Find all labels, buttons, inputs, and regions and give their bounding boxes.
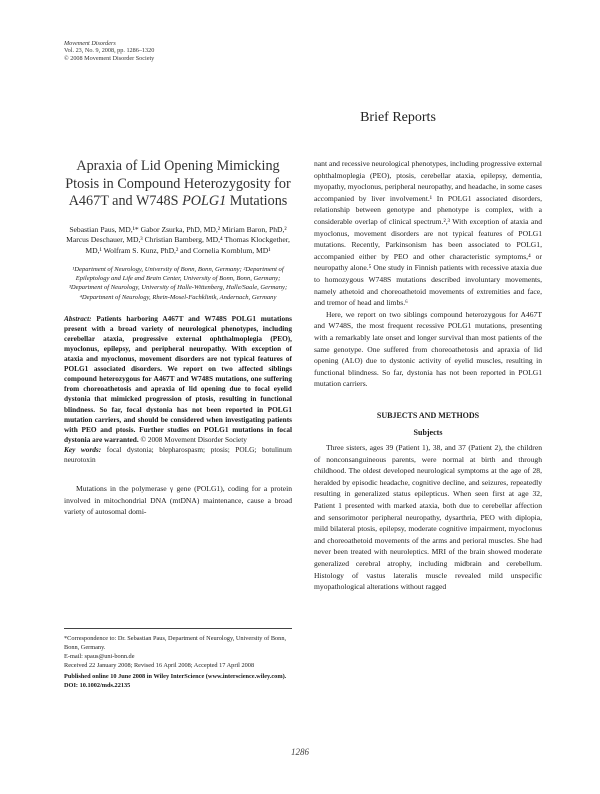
section-heading <box>0 110 600 126</box>
footnote-rule <box>64 628 292 629</box>
right-column <box>314 158 542 593</box>
journal-volume: Vol. 23, No. 9, 2008, pp. 1286–1320 <box>64 47 155 55</box>
keywords-text: focal dystonia; blepharospasm; ptosis; POLG; botulinum neurotoxin <box>64 444 292 465</box>
footnotes <box>64 628 292 690</box>
methods-heading: SUBJECTS AND METHODS <box>376 410 480 420</box>
journal-header <box>64 40 154 62</box>
article-title <box>64 158 292 211</box>
title-part1: Apraxia of Lid Opening Mimicking Ptosis in Compound Heterozygosity for A467T and W748S <box>65 158 291 209</box>
left-column <box>64 158 292 518</box>
journal-copyright: © 2008 Movement Disorder Society <box>64 54 155 62</box>
correspondence-note: *Correspondence to: Dr. Sebastian Paus, Department of Neurology, University of Bonn, Bonn, Germany. <box>64 635 287 651</box>
section-heading-text: Brief Reports <box>360 110 436 125</box>
published-note: Published online 10 June 2008 in Wiley InterScience (www.interscience.wiley.com). DOI: 10.1002/mds.22135 <box>64 672 287 689</box>
keywords-label: Key words: <box>64 444 102 454</box>
abstract <box>64 314 292 445</box>
author-list: Sebastian Paus, MD,¹* Gabor Zsurka, PhD, MD,² Miriam Baron, PhD,² Marcus Deschauer, MD,³ Christian Bamberg, MD,⁴ Thomas Klockgether, MD,¹ Wolfram S. Kunz, PhD,² and Cornelia Kornblum, MD¹ <box>66 224 290 256</box>
abstract-label: Abstract: <box>64 313 92 323</box>
intro-paragraph: Mutations in the polymerase γ gene (POLG1), coding for a protein involved in mitochondrial DNA (mtDNA) maintenance, cause a broad variety of autosomal domi- <box>64 484 292 517</box>
keywords <box>64 445 292 465</box>
abstract-text: Patients harboring A467T and W748S POLG1 mutations present with a broad variety of neurological phenotypes, including cerebellar ataxia, progressive external ophthalmoplegia (PEO), myoclonus, epilepsy, and peripheral neuropathy. With exception of ataxia and myoclonus, movement disorders are not typical features of POLG1 associated disorders. We report on two affected siblings compound heterozygous for A467T and W748S mutations, one suffering from choreoathetosis and apraxia of lid opening due to focal eyelid dystonia that mimicked progression of ptosis, resulting in functional blindness. So far, focal dystonia has not been reported in POLG1 mutation carriers, and should be considered when investigating patients with PEO and ptosis. Further studies on POLG1 mutations in focal dystonia are warranted. <box>64 313 292 444</box>
right-paragraph-1: nant and recessive neurological phenotypes, including progressive external ophthalmoplegia (PEO), ptosis, cerebellar ataxia, epilepsy, dementia, myopathy, myoclonus, peripheral neuropathy, and headache, in some cases accompanied by liver involvement.¹ In POLG1 associated disorders, relationship between genotype and phenotype is complex, with a considerable overlap of clinical spectrum.²,³ With exception of ataxia and myoclonus, movement disorders are not typical features of POLG1 mutations. Recently, Parkinsonism has been associated to POLG1, accompanied either by PEO and other characteristic symptoms,⁴ or neuropathy alone.⁵ One study in Finnish patients with recessive ataxia due to homozygous W748S mutations described involuntary movements, namely athetoid and choreoathetoid movements of extremities and face, and tremor of head and limbs.⁶ <box>314 159 542 308</box>
dates-note: Received 22 January 2008; Revised 16 April 2008; Accepted 17 April 2008 <box>64 661 255 669</box>
affiliations: ¹Department of Neurology, University of Bonn, Bonn, Germany; ²Department of Epileptology and Life and Brain Center, University of Bonn, Bonn, Germany; ³Department of Neurology, University of Halle-Wittenberg, Halle/Saale, Germany; ⁴Department of Neurology, Rhein-Mosel-Fachklinik, Andernach, Germany <box>68 265 288 301</box>
right-paragraph-2: Here, we report on two siblings compound heterozygous for A467T and W748S, the most frequent recessive POLG1 mutations, presenting with a remarkably late onset and longer survival than most patients of the same genotype. One suffered from choreoathetosis and apraxia of lid opening (ALO) due to dystonic activity of eyelid muscles, resulting in functional blindness. So far, dystonia has not been reported in POLG1 mutation carriers. <box>314 309 542 389</box>
title-gene: POLG1 <box>182 193 227 209</box>
subjects-heading: Subjects <box>413 427 443 437</box>
page-number: 1286 <box>291 747 309 757</box>
email-note: E-mail: spaus@uni-bonn.de <box>64 652 135 660</box>
abstract-copyright: © 2008 Movement Disorder Society <box>138 434 247 444</box>
subjects-paragraph: Three sisters, ages 39 (Patient 1), 38, and 37 (Patient 2), the children of nonconsanguineous parents, were normal at birth and through childhood. The oldest developed neurological symptoms at the age of 28, heralded by episodic headache, cognitive decline, and seizures, repeatedly resulting in generalized status epilepticus. When seen first at age 32, Patient 1 presented with marked ataxia, both due to cerebellar affection and sensorimotor peripheral neuropathy, dysarthria, PEO with diplopia, mild bilateral ptosis, epilepsy, moderate cognitive impairment, myoclonus and choreoathetoid movements of the arms and perioral muscles. She had never been treated with neuroleptics. MRI of the brain showed moderate generalized cerebral atrophy, including midbrain and cerebellum. Histology of vastus lateralis muscle revealed mild unspecific myopathological alterations without ragged <box>314 443 542 592</box>
journal-name: Movement Disorders <box>64 40 116 47</box>
title-part2: Mutations <box>226 193 288 209</box>
